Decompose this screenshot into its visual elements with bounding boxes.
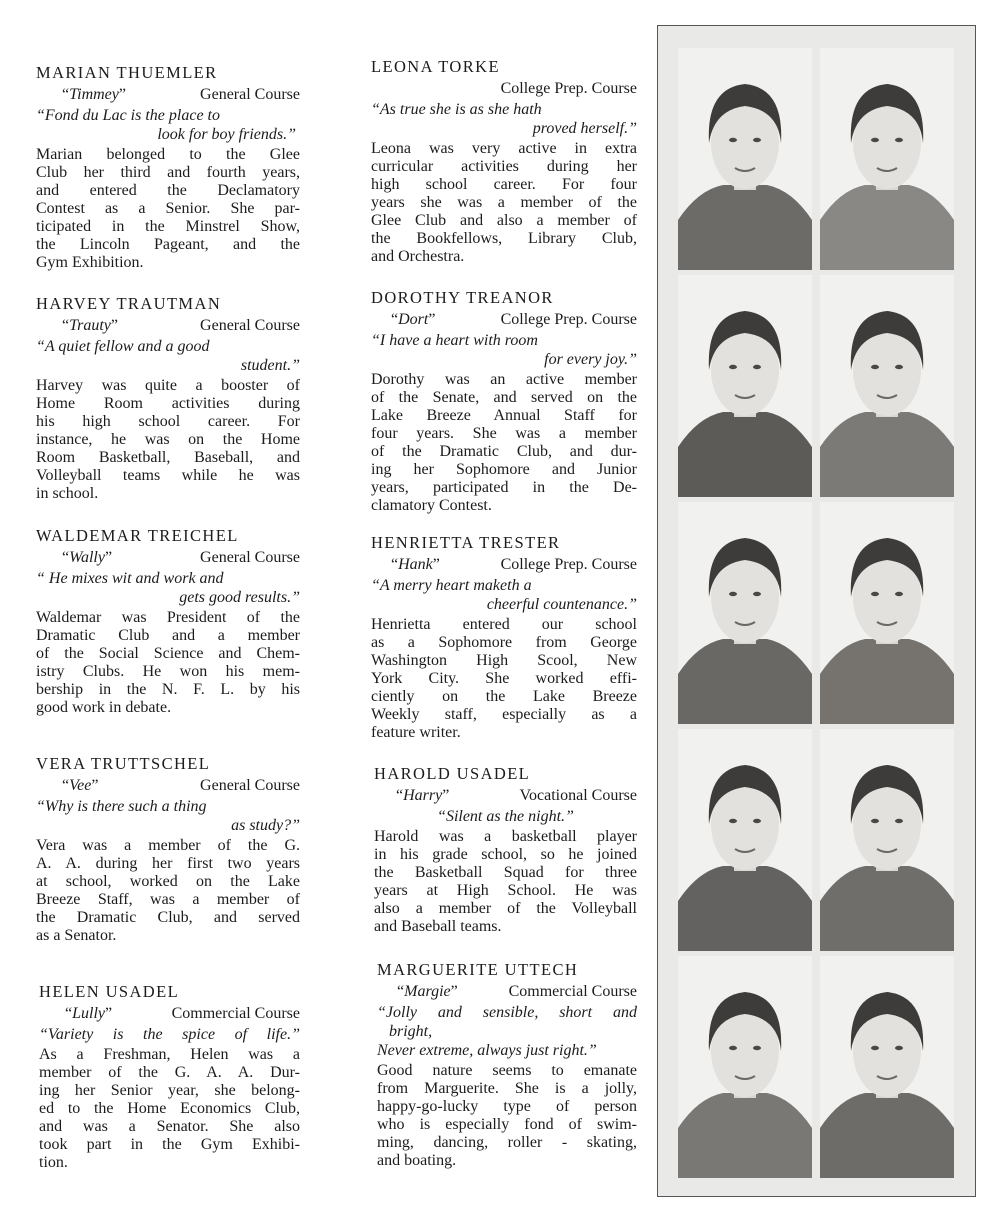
nickname: “Hank” [391,556,440,573]
course: General Course [200,317,300,334]
course: Vocational Course [519,787,637,804]
portrait-man-suit [678,275,812,497]
portrait-man-light-hair [678,502,812,724]
portrait-man-tie [820,729,954,951]
student-entry [36,754,300,945]
student-entry [377,960,637,1170]
student-entry [36,63,300,272]
nickname-course-row [371,79,637,98]
student-name: LEONA TORKE [371,57,500,76]
biography: As a Freshman, Helen was a member of the G. A. A. Dur- ing her Senior year, she belong- ed to the Home Economics Club, and was a Senator. She also took part in the Gym Exhibi- tion. [39,1046,300,1171]
student-name: MARIAN THUEMLER [36,63,218,82]
student-entry [36,526,300,717]
student-entry [39,982,300,1172]
portrait-woman-wavy-hair [820,275,954,497]
course: College Prep. Course [500,80,637,97]
student-entry [371,288,637,515]
student-name: WALDEMAR TREICHEL [36,526,239,545]
biography: Good nature seems to emanate from Marguerite. She is a jolly, happy-go-lucky type of person who is especially fond of swim- ming, dancing, roller - skating, and boating. [377,1062,637,1169]
nickname-course-row [371,555,637,574]
course: General Course [200,777,300,794]
course: General Course [200,549,300,566]
course: College Prep. Course [500,311,637,328]
biography: Waldemar was President of the Dramatic Club and a member of the Social Science and Chem- istry Clubs. He won his mem- bership in the N. F. L. by his good work in debate. [36,609,300,716]
portrait-woman-pearls [820,502,954,724]
nickname-course-row [39,1004,300,1023]
course: Commercial Course [508,983,637,1000]
motto-quote: “I have a heart with room for every joy.” [371,332,637,368]
motto-quote: “A merry heart maketh a cheerful countenance.” [371,577,637,613]
nickname-course-row [374,786,637,805]
student-entry [374,764,637,936]
biography: Dorothy was an active member of the Senate, and served on the Lake Breeze Annual Staff for four years. She was a member of the Dramatic Club, and dur- ing her Sophomore and Junior years, participated in the De- clamatory Contest. [371,371,637,514]
portrait-woman-white-collar [678,956,812,1178]
portrait-woman-striped-collar [678,729,812,951]
biography: Harold was a basketball player in his grade school, so he joined the Basketball Squad for three years at High School. He was also a member of the Volleyball and Baseball teams. [374,828,637,935]
student-name: VERA TRUTTSCHEL [36,754,211,773]
nickname: “Vee” [62,777,99,794]
biography: Marian belonged to the Glee Club her third and fourth years, and entered the Declamatory Contest as a Senior. She par- ticipated in the Minstrel Show, the Lincoln Pageant, and the Gym Exhibition. [36,146,300,271]
motto-quote: “Variety is the spice of life.” [39,1026,300,1043]
nickname: “Trauty” [62,317,119,334]
student-name: HAROLD USADEL [374,764,531,783]
biography: Vera was a member of the G. A. A. during her first two years at school, worked on the Lake Breeze Staff, was a member of the Dramatic Club, and served as a Senator. [36,837,300,944]
student-entry [36,294,300,503]
course: College Prep. Course [500,556,637,573]
student-name: HENRIETTA TRESTER [371,533,561,552]
nickname-course-row [36,85,300,104]
student-name: DOROTHY TREANOR [371,288,554,307]
portrait-woman-dark-hair [678,48,812,270]
student-name: HARVEY TRAUTMAN [36,294,222,313]
biography: Harvey was quite a booster of Home Room activities during his high school career. For instance, he was on the Home Room Basketball, Baseball, and Volleyball teams while he was in school. [36,377,300,502]
student-entry [371,57,637,266]
motto-quote: “As true she is as she hath proved herself.” [371,101,637,137]
student-entry [371,533,637,742]
student-name: MARGUERITE UTTECH [377,960,579,979]
motto-quote: “Jolly and sensible, short and bright, Never extreme, always just right.” [377,1004,637,1059]
biography: Leona was very active in extra curricular activities during her high school career. For four years she was a member of the Glee Club and also a member of the Bookfellows, Library Club, and Orchestra. [371,140,637,265]
course: Commercial Course [171,1005,300,1022]
motto-quote: “Why is there such a thing as study?” [36,798,300,834]
biography: Henrietta entered our school as a Sophomore from George Washington High Scool, New York City. She worked effi- ciently on the Lake Breeze Weekly staff, especially as a feature writer. [371,616,637,741]
motto-quote: “A quiet fellow and a good student.” [36,338,300,374]
nickname-course-row [371,310,637,329]
nickname-course-row [377,982,637,1001]
nickname: “Harry” [396,787,450,804]
portrait-woman-curly-hair [820,956,954,1178]
nickname-course-row [36,776,300,795]
photo-strip [657,25,976,1197]
nickname: “Wally” [62,549,113,566]
nickname-course-row [36,548,300,567]
motto-quote: “Silent as the night.” [437,808,574,825]
nickname: “Timmey” [62,86,126,103]
portrait-woman-glasses [820,48,954,270]
nickname: “Margie” [397,983,458,1000]
nickname: “Lully” [65,1005,113,1022]
motto-quote: “Fond du Lac is the place to look for boy friends.” [36,107,296,143]
course: General Course [200,86,300,103]
nickname: “Dort” [391,311,436,328]
student-name: HELEN USADEL [39,982,180,1001]
motto-quote: “ He mixes wit and work and gets good results.” [36,570,300,606]
nickname-course-row [36,316,300,335]
